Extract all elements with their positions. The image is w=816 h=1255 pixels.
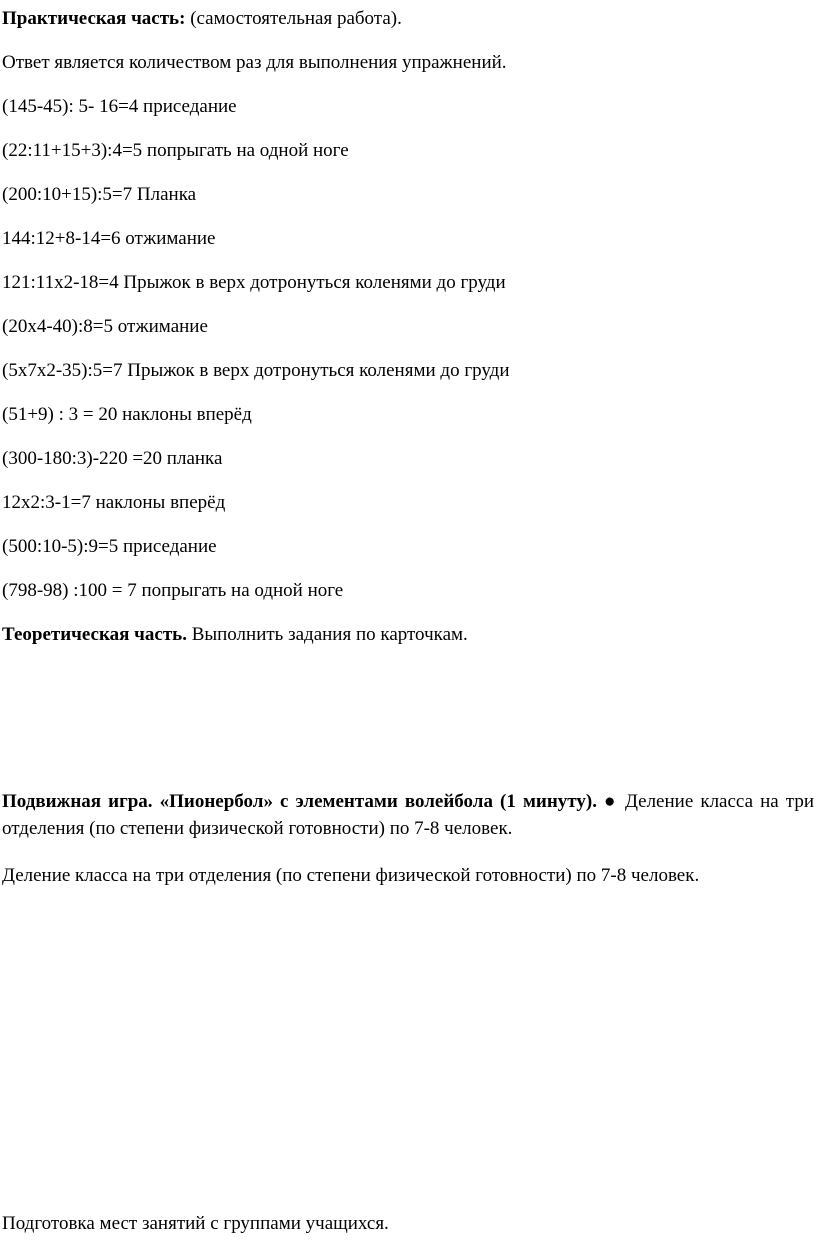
footer-text: Подготовка мест занятий с группами учащихся. (2, 1213, 389, 1234)
game-paragraph (2, 788, 814, 842)
exercise-line: (798-98) :100 = 7 попрыгать на одной ноге (2, 580, 344, 601)
exercise-line: (20х4-40):8=5 отжимание (2, 316, 208, 337)
exercise-line: 144:12+8-14=6 отжимание (2, 228, 216, 249)
practical-heading-line (2, 8, 402, 31)
exercise-line: 12х2:3-1=7 наклоны вперёд (2, 492, 226, 513)
practical-intro: Ответ является количеством раз для выполнения упражнений. (2, 52, 507, 73)
exercise-line: (22:11+15+3):4=5 попрыгать на одной ноге (2, 140, 349, 161)
bullet-icon: ● (604, 791, 618, 812)
practical-heading: Практическая часть: (2, 8, 186, 29)
game-heading: Подвижная игра. «Пионербол» с элементами волейбола (1 минуту). (2, 791, 597, 812)
exercise-line: (300-180:3)-220 =20 планка (2, 448, 223, 469)
exercise-line: (500:10-5):9=5 приседание (2, 536, 217, 557)
game-repeat-text: Деление класса на три отделения (по степени физической готовности) по 7-8 человек. (2, 865, 700, 886)
game-bullet-text: Деление класса на три отделения (по степени физической готовности) по 7-8 человек. (2, 791, 814, 839)
theory-line (2, 624, 468, 647)
exercise-line: (5х7х2-35):5=7 Прыжок в верх дотронуться коленями до груди (2, 360, 510, 381)
theory-heading: Теоретическая часть. (2, 624, 187, 645)
exercise-line: 121:11х2-18=4 Прыжок в верх дотронуться коленями до груди (2, 272, 506, 293)
exercise-line: (200:10+15):5=7 Планка (2, 184, 197, 205)
practical-heading-note: (самостоятельная работа). (185, 8, 402, 29)
exercise-line: (51+9) : 3 = 20 наклоны вперёд (2, 404, 252, 425)
theory-text: Выполнить задания по карточкам. (186, 624, 468, 645)
exercise-line: (145-45): 5- 16=4 приседание (2, 96, 237, 117)
